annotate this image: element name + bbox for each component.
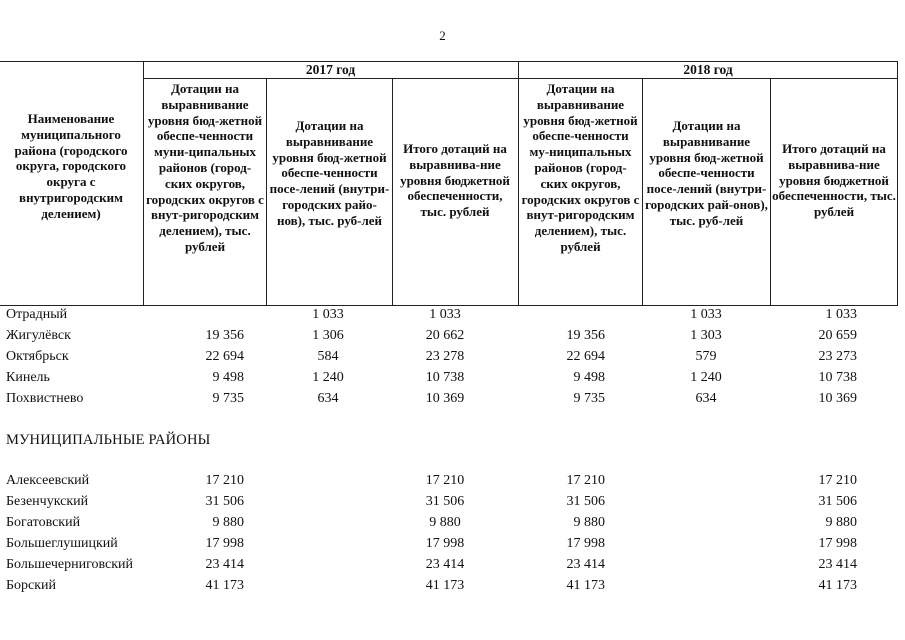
table-row <box>0 346 898 367</box>
value-2018-total: 20 659 <box>818 328 857 343</box>
value-2017-total: 23 278 <box>425 349 465 364</box>
value-2018-districts: 17 998 <box>566 536 605 551</box>
value-2018-districts: 9 735 <box>573 391 605 406</box>
year-2018-heading: 2018 год <box>683 62 733 77</box>
value-2018-total: 23 273 <box>818 349 857 364</box>
row-name: Отрадный <box>6 307 68 322</box>
table-row <box>0 367 898 388</box>
value-2017-settlements: 1 033 <box>312 307 344 322</box>
value-2017-total: 10 738 <box>425 370 465 385</box>
value-2018-districts: 19 356 <box>566 328 605 343</box>
value-2018-districts: 41 173 <box>566 578 605 593</box>
value-2017-total: 23 414 <box>425 557 465 572</box>
table-row <box>0 491 898 512</box>
value-2018-settlements: 1 240 <box>690 370 722 385</box>
value-2017-total: 9 880 <box>429 515 461 530</box>
value-2018-total: 17 998 <box>818 536 857 551</box>
header-2018-districts: Дотации на выравнивание уровня бюд-жетной обеспе-ченности му-ниципальных районов (город-ских округов, городских округов с внут-ригородским делением), тыс. рублей <box>521 81 640 254</box>
vrule-4 <box>518 61 519 305</box>
vrule-3 <box>392 78 393 305</box>
value-2018-districts: 9 498 <box>573 370 605 385</box>
value-2017-districts: 19 356 <box>205 328 244 343</box>
year-2017-heading: 2017 год <box>305 62 356 77</box>
value-2018-settlements: 1 033 <box>690 307 722 322</box>
table-row <box>0 512 898 533</box>
value-2018-total: 9 880 <box>825 515 857 530</box>
rule-year <box>143 78 898 79</box>
value-2017-total: 20 662 <box>425 328 465 343</box>
row-name: Большечерниговский <box>6 557 134 572</box>
page-number: 2 <box>439 28 446 43</box>
vrule-6 <box>770 78 771 305</box>
section-title: МУНИЦИПАЛЬНЫЕ РАЙОНЫ <box>6 432 211 448</box>
table-row <box>0 575 898 596</box>
value-2017-total: 17 210 <box>425 473 465 488</box>
value-2018-total: 10 738 <box>818 370 857 385</box>
value-2018-total: 10 369 <box>818 391 857 406</box>
header-2018-total: Итого дотаций на выравнива-ние уровня бюджетной обеспеченности, тыс. рублей <box>772 141 896 220</box>
row-name: Алексеевский <box>6 473 90 488</box>
vrule-1 <box>143 61 144 305</box>
value-2018-total: 17 210 <box>818 473 857 488</box>
value-2018-districts: 23 414 <box>566 557 605 572</box>
row-name: Жигулёвск <box>6 328 71 343</box>
value-2017-districts: 17 998 <box>205 536 244 551</box>
table-row <box>0 533 898 554</box>
value-2018-total: 31 506 <box>818 494 857 509</box>
value-2017-settlements: 634 <box>317 391 339 406</box>
value-2018-settlements: 1 303 <box>690 328 722 343</box>
value-2018-settlements: 634 <box>695 391 717 406</box>
value-2017-settlements: 584 <box>317 349 339 364</box>
value-2018-districts: 9 880 <box>573 515 605 530</box>
value-2017-districts: 23 414 <box>205 557 244 572</box>
header-2018-settlements: Дотации на выравнивание уровня бюд-жетной обеспе-ченности посе-лений (внутри-городских рай-онов), тыс. руб-лей <box>645 118 768 228</box>
value-2017-total: 10 369 <box>425 391 465 406</box>
value-2017-total: 1 033 <box>429 307 461 322</box>
table-row <box>0 304 898 325</box>
value-2017-districts: 9 498 <box>212 370 244 385</box>
table-header <box>0 61 898 307</box>
row-name: Похвистнево <box>6 391 84 406</box>
value-2017-total: 17 998 <box>425 536 465 551</box>
value-2017-districts: 9 735 <box>212 391 244 406</box>
row-name: Октябрьск <box>6 349 69 364</box>
row-name: Борский <box>6 578 57 593</box>
table-row <box>0 554 898 575</box>
value-2017-districts: 31 506 <box>205 494 244 509</box>
header-2017-districts: Дотации на выравнивание уровня бюд-жетной обеспе-ченности муни-ципальных районов (город-ских округов, городских округов с внут-ригородским делением), тыс. рублей <box>146 81 264 254</box>
vrule-2 <box>266 78 267 305</box>
value-2017-districts: 41 173 <box>205 578 244 593</box>
row-name: Кинель <box>6 370 50 385</box>
value-2017-settlements: 1 306 <box>312 328 344 343</box>
table-row <box>0 325 898 346</box>
vrule-5 <box>642 78 643 305</box>
value-2017-total: 31 506 <box>425 494 465 509</box>
vrule-7 <box>897 61 898 305</box>
value-2017-settlements: 1 240 <box>312 370 344 385</box>
value-2018-total: 1 033 <box>825 307 857 322</box>
value-2018-settlements: 579 <box>695 349 717 364</box>
row-name: Безенчукский <box>6 494 89 509</box>
value-2018-districts: 31 506 <box>566 494 605 509</box>
value-2017-districts: 22 694 <box>205 349 244 364</box>
row-name: Богатовский <box>6 515 81 530</box>
value-2018-total: 23 414 <box>818 557 857 572</box>
value-2018-total: 41 173 <box>818 578 857 593</box>
value-2017-districts: 17 210 <box>205 473 244 488</box>
header-2017-settlements: Дотации на выравнивание уровня бюд-жетной обеспе-ченности посе-лений (внутри-городских райо-нов), тыс. руб-лей <box>269 118 390 228</box>
header-name-column: Наименование муниципального района (городского округа, городского округа с внутригородским делением) <box>14 111 128 221</box>
header-2017-total: Итого дотаций на выравнива-ние уровня бюджетной обеспеченности, тыс. рублей <box>400 141 510 220</box>
value-2018-districts: 17 210 <box>566 473 605 488</box>
table-row <box>0 388 898 409</box>
value-2018-districts: 22 694 <box>566 349 605 364</box>
value-2017-districts: 9 880 <box>212 515 244 530</box>
value-2017-total: 41 173 <box>425 578 465 593</box>
row-name: Большеглушицкий <box>6 536 118 551</box>
table-row <box>0 470 898 491</box>
